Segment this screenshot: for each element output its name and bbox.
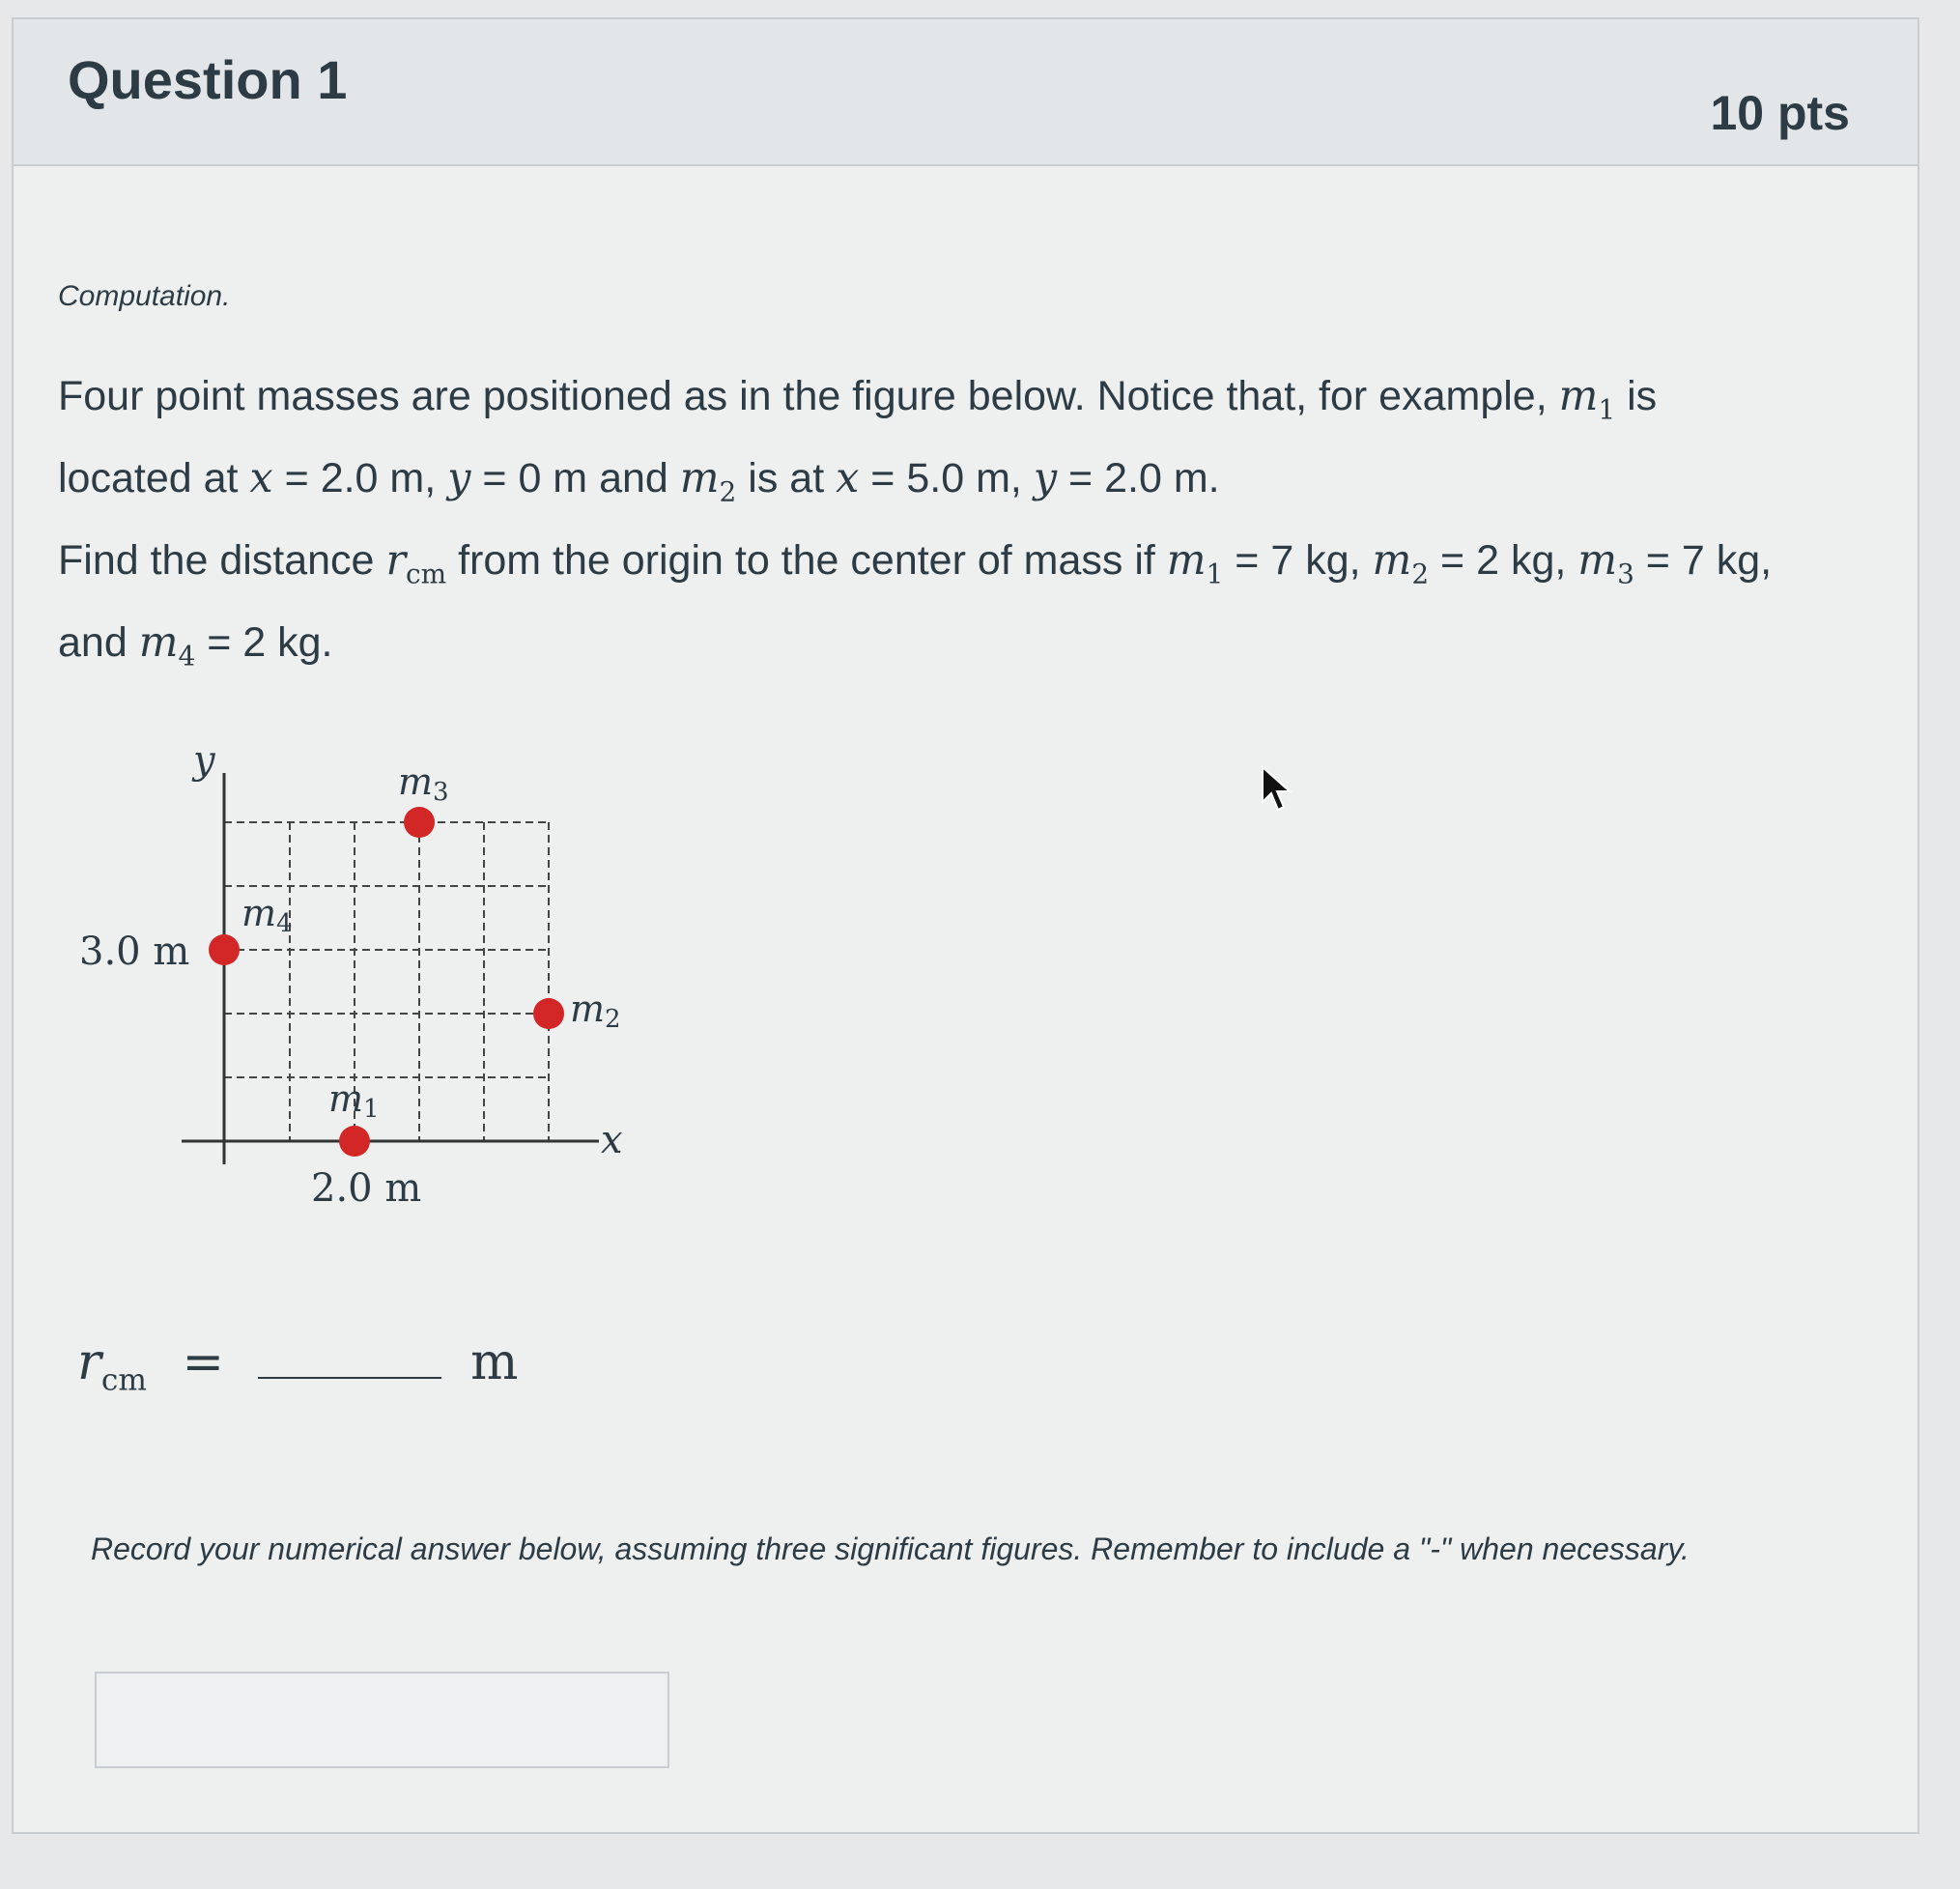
x-tick-label: 2.0 m: [311, 1166, 422, 1211]
grid: [224, 822, 549, 1141]
mass-label-m3: m3: [398, 760, 449, 807]
math-rcm: $r_{cm}$: [385, 536, 447, 590]
math-m2: $m_2$: [1372, 536, 1430, 590]
text: is located at: [58, 373, 1658, 501]
math-m3: $m_3$: [1577, 536, 1634, 590]
math-m1: $m_1$: [1166, 536, 1224, 590]
mass-label-m4: m4: [241, 892, 293, 938]
y-axis-label: y: [193, 738, 215, 783]
math-x: x: [836, 453, 860, 502]
text: is at: [736, 454, 837, 501]
math-m1: $m_1$: [1558, 372, 1616, 426]
text: Find the distance: [58, 537, 386, 584]
text: = 0 m and: [470, 454, 680, 501]
numerical-answer-input[interactable]: [95, 1672, 669, 1768]
equals-sign: =: [182, 1333, 225, 1391]
text: from the origin to the center of mass if: [446, 537, 1167, 584]
rcm-symbol: $r_{cm}$: [77, 1333, 147, 1398]
answer-instruction: Record your numerical answer below, assuming three significant figures. Remember to include a "-" when necessary.: [91, 1531, 1690, 1566]
question-points: 10 pts: [1710, 86, 1850, 140]
text: = 2.0 m,: [272, 454, 448, 501]
answer-blank: [258, 1338, 441, 1379]
answer-equation: [77, 1333, 518, 1397]
question-title: Question 1: [68, 49, 348, 110]
y-tick-label: 3.0 m: [79, 930, 190, 974]
math-x: x: [249, 453, 273, 502]
question-label: Computation.: [58, 280, 231, 312]
question-paragraph-1: [58, 362, 1777, 526]
mass-label-m1: m1: [328, 1077, 380, 1124]
math-m4: $m_4$: [138, 617, 196, 673]
text: = 2 kg,: [1429, 537, 1578, 584]
mass-label-m2: m2: [570, 987, 621, 1034]
x-axis-label: x: [601, 1118, 623, 1162]
mass-position-figure: [58, 734, 657, 1237]
mass-dot-m3: [404, 807, 435, 838]
math-y: y: [447, 453, 471, 502]
text: = 5.0 m,: [859, 454, 1034, 501]
mass-dot-m4: [209, 934, 240, 965]
question-header: [14, 19, 1917, 166]
text: = 7 kg,: [1223, 537, 1373, 584]
answer-unit: m: [470, 1333, 519, 1391]
math-m2: $m_2$: [679, 453, 737, 508]
mass-dot-m2: [533, 998, 564, 1029]
text: = 2.0 m.: [1057, 454, 1220, 501]
mass-dot-m1: [339, 1126, 370, 1157]
text: = 2 kg.: [195, 618, 333, 666]
mouse-pointer-icon: [1261, 765, 1293, 814]
text: = 7 kg, and: [58, 537, 1773, 666]
text: Four point masses are positioned as in the figure below. Notice that, for example,: [58, 373, 1559, 419]
question-paragraph-2: [58, 527, 1777, 690]
math-y: y: [1033, 453, 1058, 502]
